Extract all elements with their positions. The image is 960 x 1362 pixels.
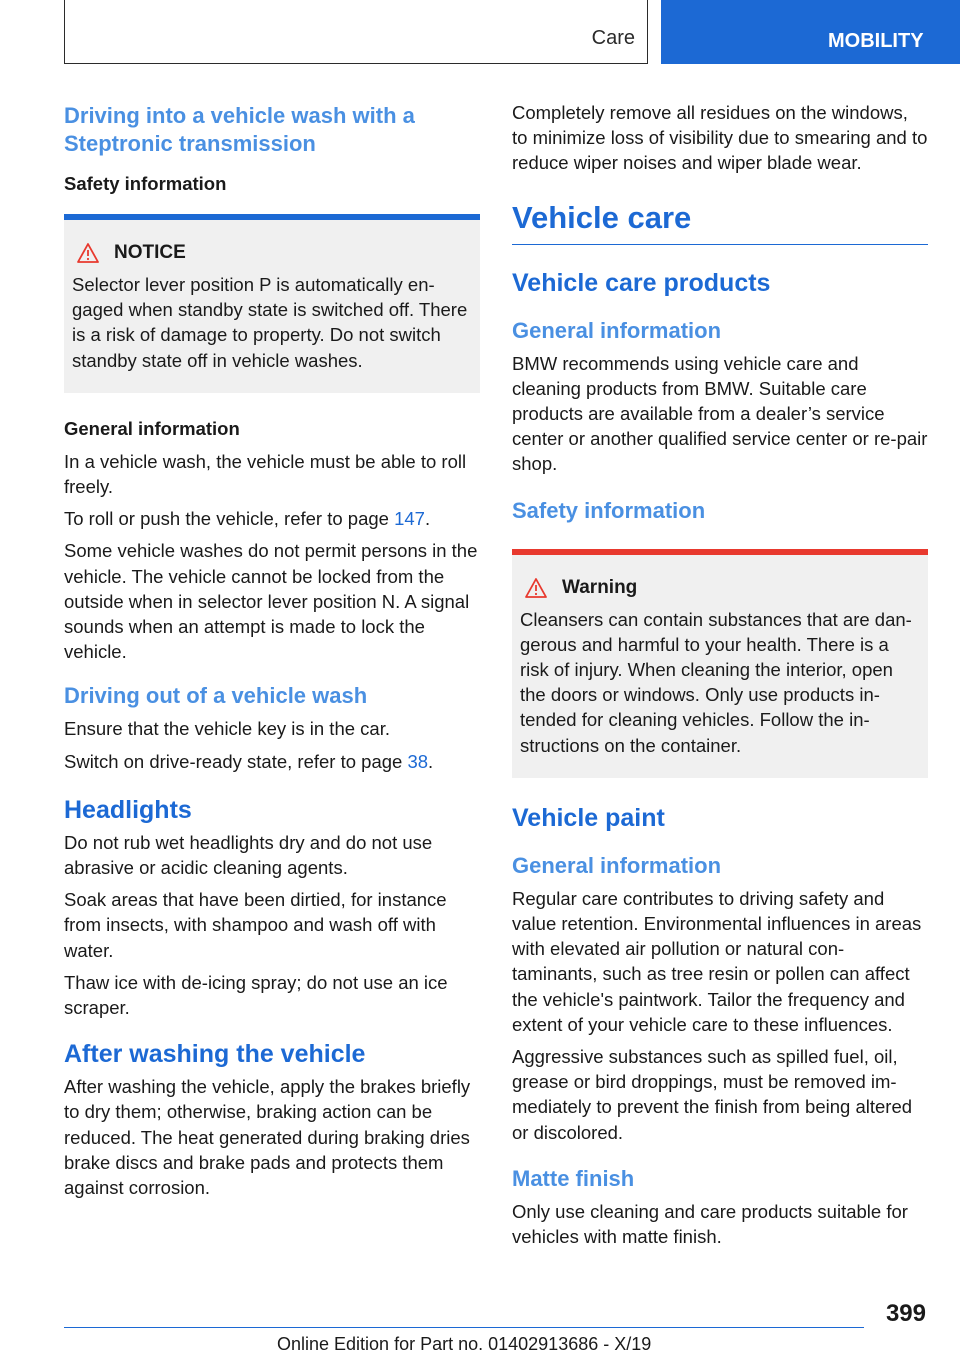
paragraph: Soak areas that have been dirtied, for instance from insects, with shampoo and wash off with water. [64,889,447,961]
tab-mobility-label: MOBILITY [828,30,924,52]
page-number: 399 [885,1300,926,1327]
paragraph: Thaw ice with de-icing spray; do not use an ice scraper. [64,971,448,1019]
matte-finish-heading: Matte finish [512,1165,635,1191]
warning-triangle-icon [524,577,548,599]
paragraph-text: Switch on drive-ready state, refer to page [64,750,408,772]
footer-divider [64,1327,864,1328]
paragraph-with-link [64,506,480,531]
paragraph: In a vehicle wash, the vehicle must be able to roll freely. [64,450,467,498]
left-column [64,100,480,1207]
general-information-heading: General information [64,417,240,439]
paragraph: Aggressive substances such as spilled fuel, oil, grease or bird droppings, must be removed im-mediately to prevent the finish from being altered or discolored. [512,1046,913,1143]
safety-information-heading: Safety information [64,173,227,194]
general-information-heading: General information [512,317,722,343]
tab-mobility[interactable] [661,0,960,64]
paint-general-information-heading: General information [512,852,722,878]
footer-edition: Online Edition for Part no. 01402913686 - X/19 [277,1334,652,1354]
vehicle-care-heading: Vehicle care [512,198,928,245]
paragraph: BMW recommends using vehicle care and cleaning products from BMW. Suitable care products are available from a dealer’s service center or another qualified service center or re-pair shop. [512,352,928,475]
warning-title: Warning [562,576,638,598]
headlights-heading: Headlights [64,795,192,824]
paragraph: Only use cleaning and care products suitable for vehicles with matte finish. [512,1200,908,1248]
paragraph: Do not rub wet headlights dry and do not use abrasive or acidic cleaning agents. [64,831,433,879]
after-washing-heading: After washing the vehicle [64,1040,366,1069]
paragraph: Ensure that the vehicle key is in the car. [64,718,390,740]
page-link-147[interactable]: 147 [394,508,425,530]
warning-title-row [524,577,920,599]
paragraph-end: . [424,508,431,530]
paragraph-with-link [64,749,480,774]
warning-text: Cleansers can contain substances that are dan-gerous and harmful to your health. There is a risk of injury. When cleaning the interior, open the doors or windows. Only use products in-tended for cleaning vehicles. Follow the in-structions on the container. [520,608,912,756]
warning-box [512,549,928,778]
section-title-vehicle-wash: Driving into a vehicle wash with a Steptronic transmission [64,103,415,156]
header-frame [64,0,648,64]
vehicle-care-products-heading: Vehicle care products [512,268,771,297]
paragraph-end: . [428,750,434,772]
vehicle-paint-heading: Vehicle paint [512,803,665,832]
warning-triangle-icon [76,242,100,264]
paragraph: Some vehicle washes do not permit persons in the vehicle. The vehicle cannot be locked from the outside when in selector lever position N. A signal sounds when an attempt is made to lock the vehicle. [64,540,478,663]
notice-text: Selector lever position P is automatically en-gaged when standby state is switched off. There is a risk of damage to property. Do not switch standby state off in vehicle washes. [72,274,468,371]
driving-out-heading: Driving out of a vehicle wash [64,683,368,709]
paragraph-text: To roll or push the vehicle, refer to page [64,508,395,530]
page-link-38[interactable]: 38 [407,750,429,772]
notice-box [64,214,480,393]
paragraph: Regular care contributes to driving safety and value retention. Environmental influences in areas with elevated air pollution or natural con-taminants, such as tree resin or pollen can affect the vehicle's paintwork. Tailor the frequency and extent of your vehicle care to these influences. [512,887,922,1035]
paragraph: After washing the vehicle, apply the brakes briefly to dry them; otherwise, braking action can be reduced. The heat generated during braking dries brake discs and brake pads and protects them against corrosion. [64,1076,471,1199]
safety-information-heading: Safety information [512,497,706,523]
notice-title-row [76,242,472,264]
notice-title: NOTICE [114,242,186,263]
right-column [512,100,928,1256]
header-section-label: Care [591,27,635,49]
paragraph: Completely remove all residues on the windows, to minimize loss of visibility due to smearing and to reduce wiper noises and wiper blade wear. [512,102,928,174]
